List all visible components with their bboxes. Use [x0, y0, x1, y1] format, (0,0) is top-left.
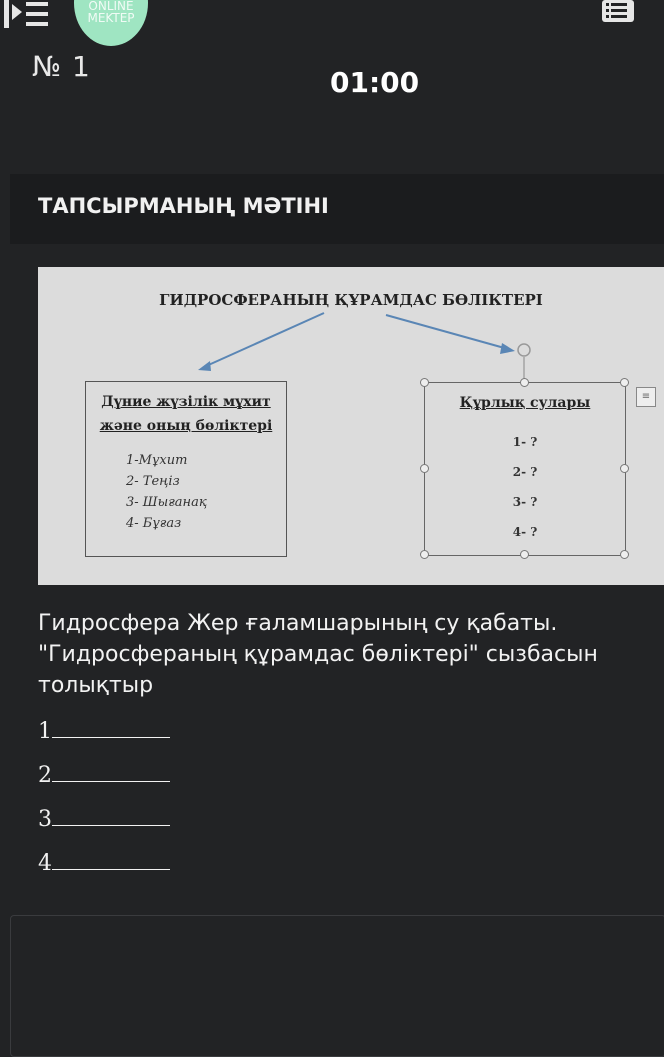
selection-handle	[420, 378, 429, 387]
blank-line	[52, 763, 170, 782]
ocean-box-heading	[86, 382, 286, 438]
selection-handle	[420, 550, 429, 559]
selection-handle	[620, 464, 629, 473]
ocean-heading-line1: Дүние жүзілік мұхит	[101, 394, 271, 410]
selection-handle	[520, 550, 529, 559]
top-bar	[0, 0, 664, 99]
task-prompt: Гидросфера Жер ғаламшарының су қабаты. "Гидросфераның құрамдас бөліктері" сызбасын толықтыр	[38, 611, 598, 698]
ocean-heading-line2: және оның бөліктері	[99, 418, 273, 434]
answer-input[interactable]	[10, 915, 664, 1057]
selection-handle	[420, 464, 429, 473]
question-number: № 1	[32, 50, 91, 83]
list-item: 1- ?	[512, 435, 538, 449]
list-item: 2- Теңіз	[126, 474, 180, 489]
blank-row	[38, 758, 170, 802]
list-item: 4- ?	[512, 525, 538, 539]
blank-number: 2	[38, 763, 52, 788]
diagram-arrows	[38, 267, 664, 387]
menu-icon[interactable]	[4, 0, 48, 28]
blank-line	[52, 719, 170, 738]
question-list-icon[interactable]	[602, 0, 634, 22]
list-item: 2- ?	[512, 465, 538, 479]
inland-waters-heading: Құрлық сулары	[459, 395, 591, 411]
blank-list	[38, 714, 170, 890]
diagram-title: ГИДРОСФЕРАНЫҢ ҚҰРАМДАС БӨЛІКТЕРІ	[159, 291, 543, 309]
timer: 01:00	[330, 66, 420, 99]
layout-options-icon: ≡	[636, 387, 656, 407]
blank-line	[52, 851, 170, 870]
selection-handle	[620, 378, 629, 387]
selection-handle	[520, 378, 529, 387]
ocean-box	[85, 381, 287, 557]
task-diagram-image	[38, 267, 664, 585]
blank-line	[52, 807, 170, 826]
online-mektep-logo: ONLINE MEKTEP	[74, 0, 148, 46]
list-item: 3- Шығанақ	[126, 495, 207, 510]
list-item: 3- ?	[512, 495, 538, 509]
blank-number: 4	[38, 851, 52, 876]
blank-row	[38, 846, 170, 890]
list-item: 4- Бұғаз	[126, 516, 182, 531]
selection-handle	[620, 550, 629, 559]
blank-row	[38, 802, 170, 846]
task-section-title: ТАПСЫРМАНЫҢ МӘТІНІ	[38, 194, 329, 218]
blank-row	[38, 714, 170, 758]
blank-number: 3	[38, 807, 52, 832]
list-item: 1-Мұхит	[126, 453, 188, 468]
blank-number: 1	[38, 719, 52, 744]
task-section-header	[10, 174, 664, 244]
inland-waters-box	[424, 382, 626, 556]
